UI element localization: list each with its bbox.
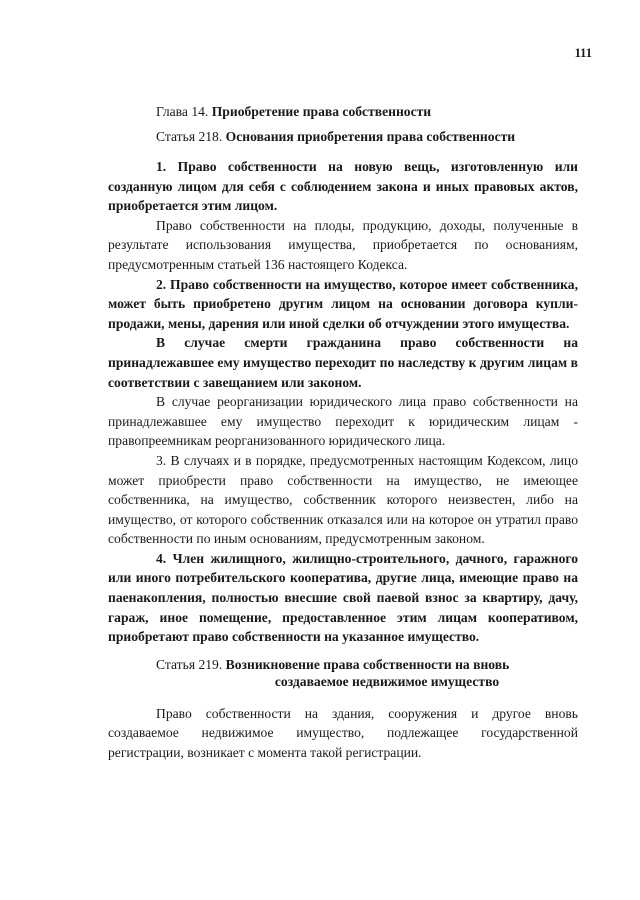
paragraph: Право собственности на здания, сооружения и другое вновь создаваемое недвижимое имущество, подлежащее государственной регистрации, возникает с момента такой регистрации.: [108, 705, 578, 761]
article-219-heading: [156, 656, 578, 690]
article-218-prefix: Статья 218.: [156, 129, 223, 144]
page-content: [108, 103, 578, 763]
paragraph: 3. В случаях и в порядке, предусмотренных настоящим Кодексом, лицо может приобрести право собственности на имущество, не имеющее собственника, на имущество, собственник которого неизвестен, либо на имущество, от которого собственник отказался или на которое он утратил право собственности по иным основаниям, предусмотренным законом.: [108, 452, 578, 547]
article-218-title: Основания приобретения права собственности: [225, 129, 516, 144]
chapter-title: Приобретение права собственности: [211, 104, 432, 119]
article-218-heading: [156, 128, 578, 146]
paragraph: 1. Право собственности на новую вещь, изготовленную или созданную лицом для себя с соблюдением закона и иных правовых актов, приобретается этим лицом.: [108, 159, 578, 214]
paragraph: В случае реорганизации юридического лица право собственности на принадлежавшее ему имущество переходит к юридическим лицам - правопреемникам реорганизованного юридического лица.: [108, 394, 578, 449]
chapter-heading: [156, 103, 578, 121]
article-219-title-line2: создаваемое недвижимое имущество: [274, 673, 500, 689]
paragraph: 4. Член жилищного, жилищно-строительного, дачного, гаражного или иного потребительского кооператива, другие лица, имеющие право на паенакопления, полностью внесшие свой паевой взнос за квартиру, дачу, гараж, иное помещение, предоставленное этим лицам кооперативом, приобретают право собственности на указанное имущество.: [108, 550, 578, 645]
paragraph: 2. Право собственности на имущество, которое имеет собственника, может быть приобретено другим лицом на основании договора купли-продажи, мены, дарения или иной сделки об отчуждении этого имущества.: [108, 276, 578, 331]
paragraph: В случае смерти гражданина право собственности на принадлежавшее ему имущество переходит по наследству к другим лицам в соответствии с завещанием или законом.: [108, 335, 578, 390]
chapter-prefix: Глава 14.: [156, 104, 209, 119]
paragraph: Право собственности на плоды, продукцию, доходы, полученные в результате использования имущества, приобретается по основаниям, предусмотренным статьей 136 настоящего Кодекса.: [108, 217, 578, 272]
page-number: 111: [574, 46, 592, 60]
article-219-title-line1: Возникновение права собственности на вновь: [225, 656, 510, 672]
article-219-prefix: Статья 219.: [156, 656, 223, 672]
